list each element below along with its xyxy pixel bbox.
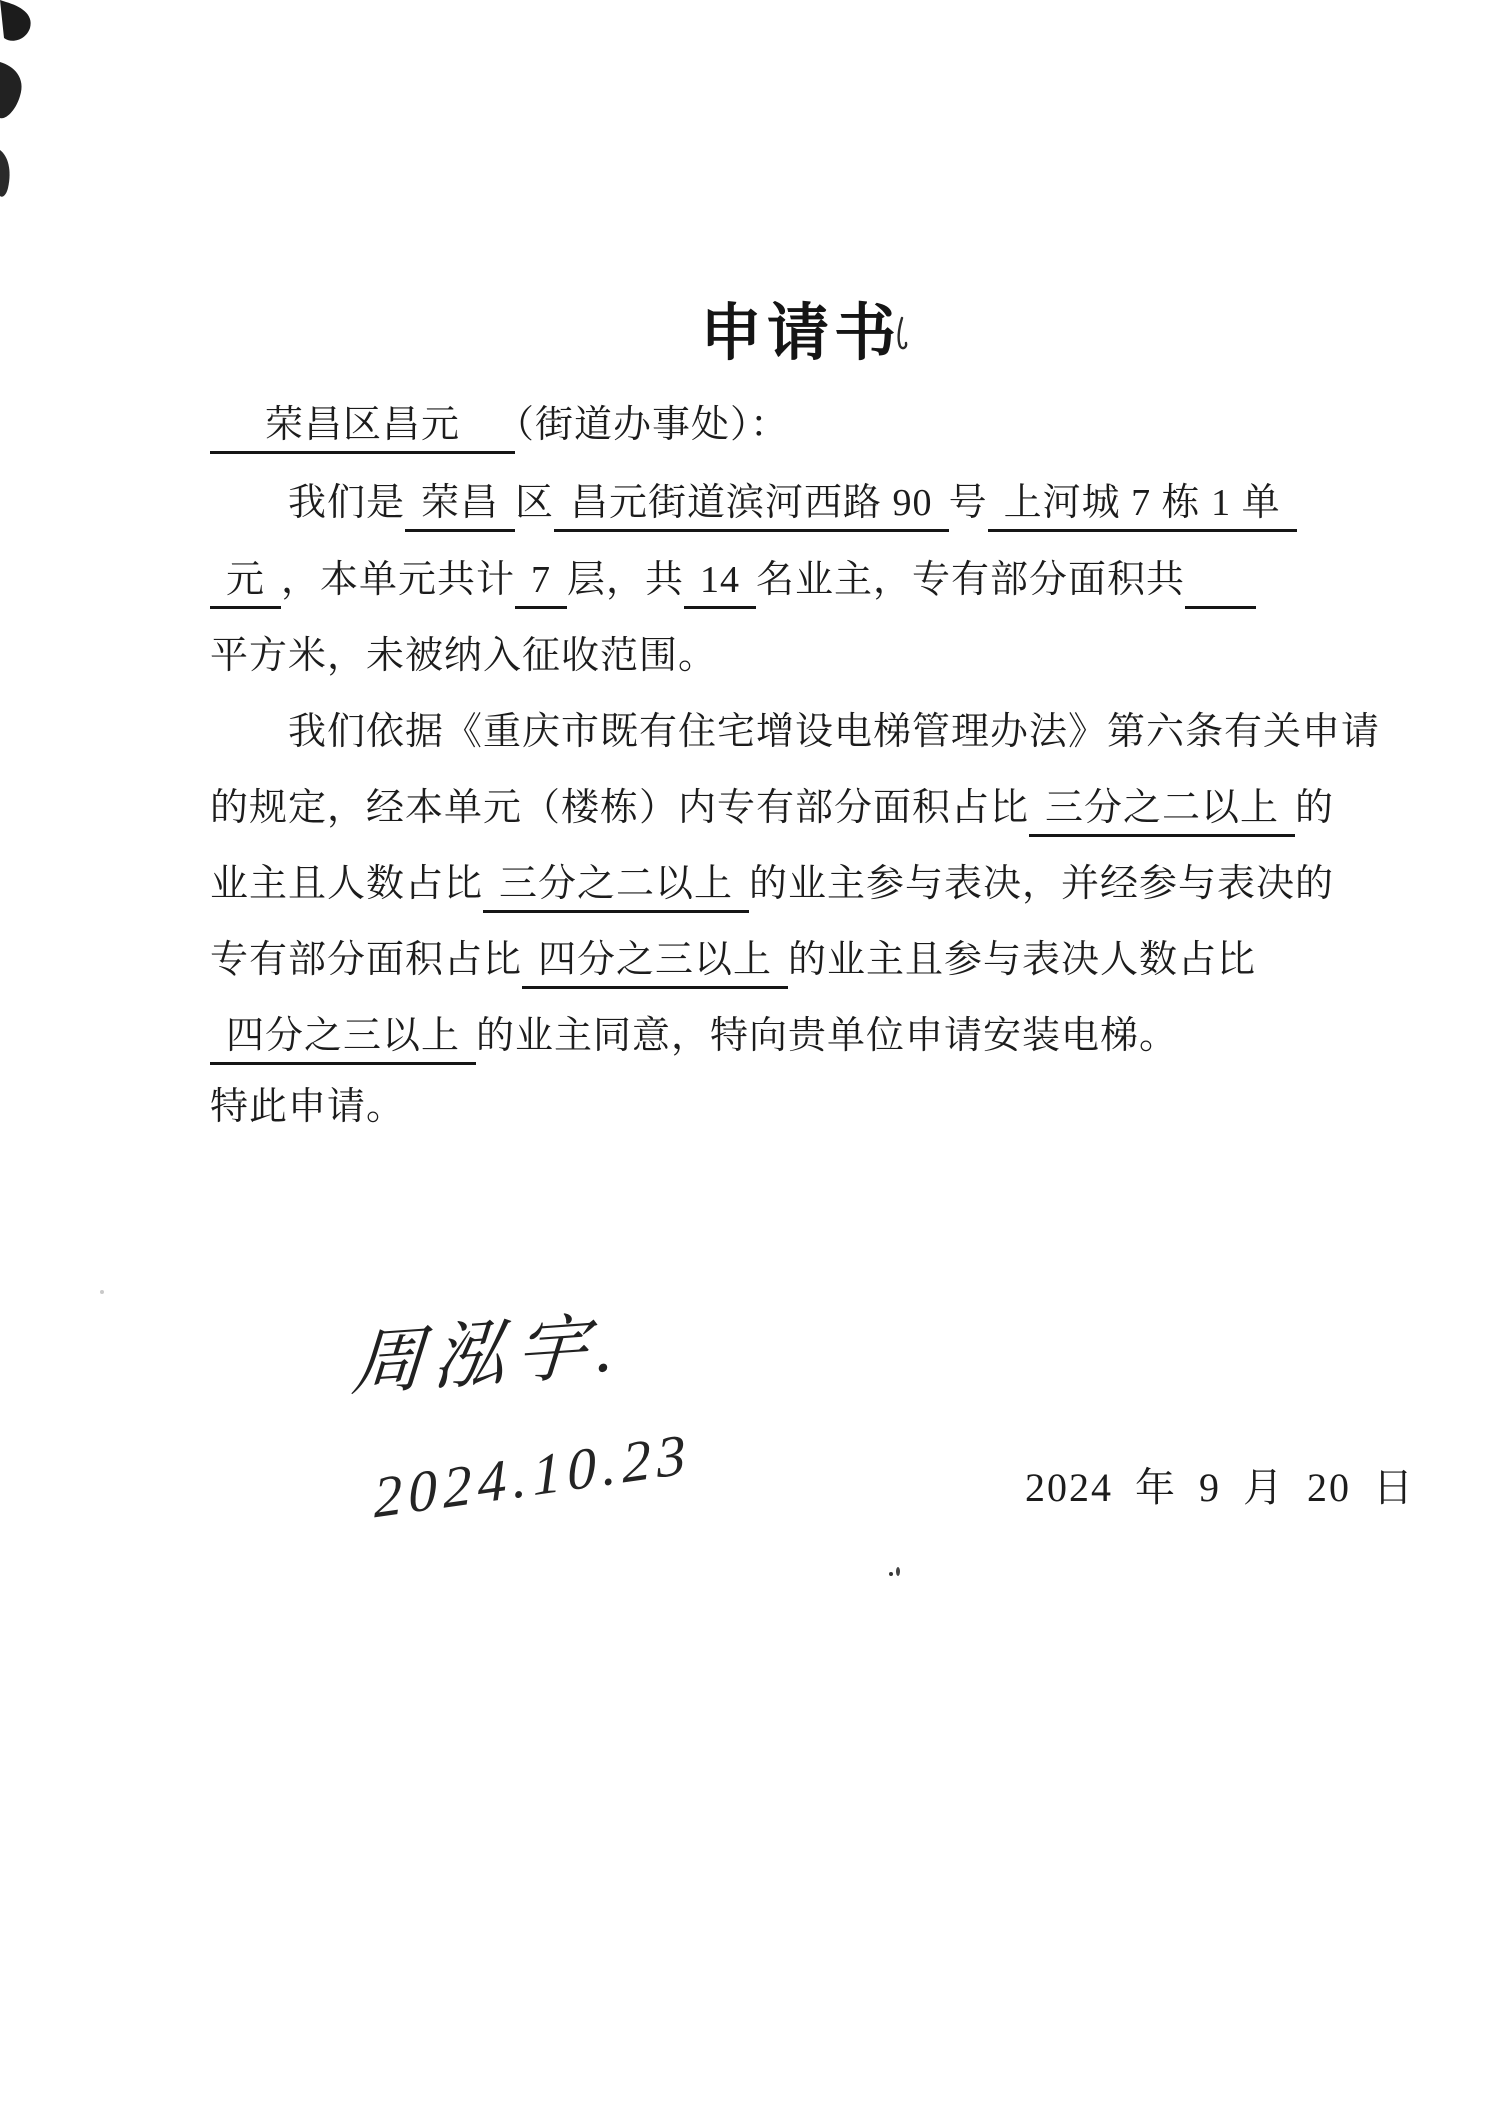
handwritten-signature-date: 2024.10.23 [372, 1420, 693, 1531]
body-line [210, 631, 717, 681]
text-run: 我们是 [288, 482, 406, 524]
body-line [210, 707, 1380, 757]
text-run: 专有部分面积占比 [210, 939, 523, 981]
filled-blank: 上河城 7 栋 1 单 [988, 482, 1297, 532]
filled-blank: 昌元街道滨河西路 90 [554, 482, 949, 532]
text-run: 的业主且参与表决人数占比 [788, 939, 1257, 981]
text-run: 业主且人数占比 [210, 863, 484, 905]
page-title: 申请书 [700, 300, 902, 368]
filled-blank: 荣昌 [405, 482, 515, 532]
text-run: 的业主参与表决，并经参与表决的 [749, 863, 1335, 905]
text-run: 区 [515, 482, 555, 524]
filled-blank: 荣昌区昌元 [210, 404, 515, 454]
text-run: 我们依据《重庆市既有住宅增设电梯管理办法》第六条有关申请 [288, 711, 1381, 753]
body-line [210, 1011, 1178, 1061]
text-run: 的 [1295, 787, 1335, 829]
document-date: 2024 年 9 月 20 日 [1025, 1465, 1415, 1510]
pen-mark [893, 316, 911, 354]
ink-speck [889, 1566, 903, 1578]
addressee-line [210, 400, 789, 450]
filled-blank: 7 [515, 559, 567, 609]
text-run: 号 [948, 482, 988, 524]
dust-speck [100, 1290, 104, 1294]
filled-blank: 四分之三以上 [522, 939, 788, 989]
text-run: 名业主，专有部分面积共 [756, 559, 1186, 601]
filled-blank: 14 [684, 559, 756, 609]
body-line [210, 783, 1334, 833]
text-run: 层，共 [567, 559, 685, 601]
text-run: （街道办事处）： [515, 404, 790, 446]
filled-blank: 三分之二以上 [1029, 787, 1295, 837]
text-run: 的规定，经本单元（楼栋）内专有部分面积占比 [210, 787, 1030, 829]
text-run: 特此申请。 [210, 1086, 406, 1128]
scan-ink-artifact [0, 0, 60, 220]
filled-blank: 元 [210, 559, 281, 609]
body-line [210, 478, 1297, 528]
filled-blank: 四分之三以上 [210, 1015, 476, 1065]
filled-blank: 三分之二以上 [483, 863, 749, 913]
text-run: 的业主同意，特向贵单位申请安装电梯。 [476, 1015, 1179, 1057]
handwritten-signature: 周泓宇. [349, 1305, 629, 1405]
body-line [210, 935, 1256, 985]
text-run: 平方米，未被纳入征收范围。 [210, 635, 718, 677]
body-line [210, 859, 1334, 909]
text-run: ，本单元共计 [281, 559, 516, 601]
filled-blank [1185, 559, 1256, 609]
body-line [210, 555, 1256, 605]
body-line [210, 1082, 405, 1132]
